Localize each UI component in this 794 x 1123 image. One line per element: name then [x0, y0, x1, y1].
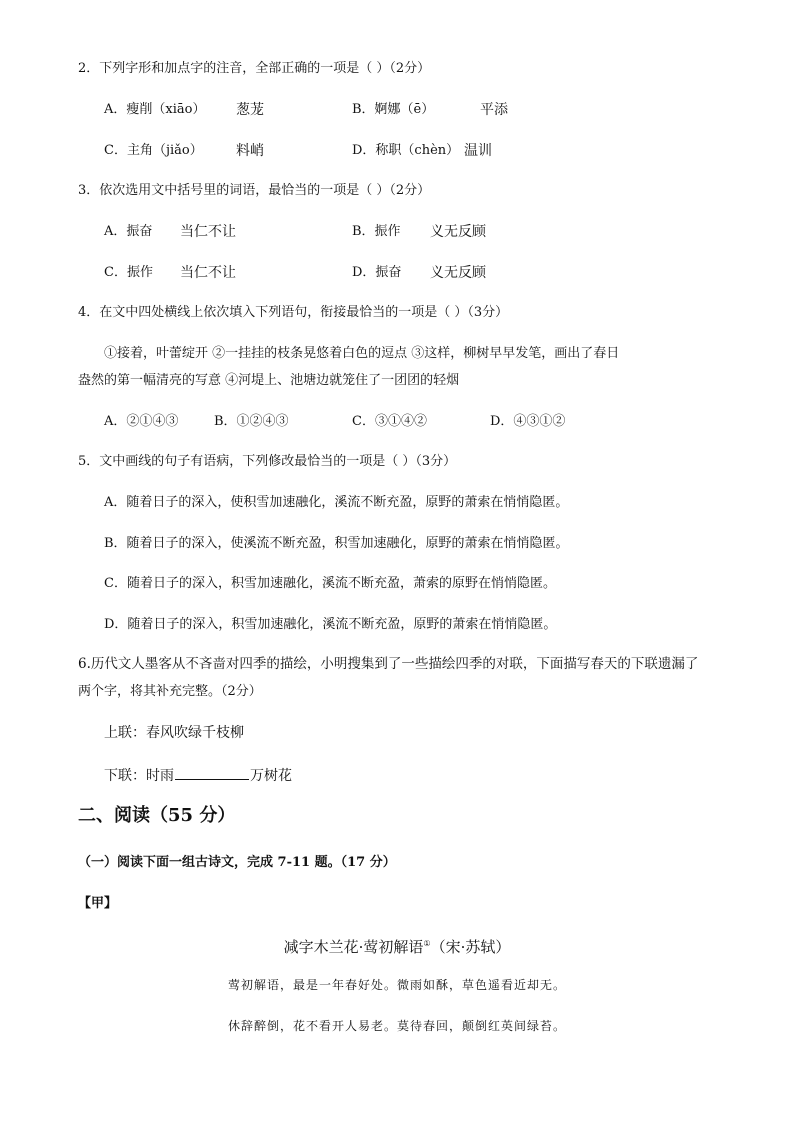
q4-stem: 4．在文中四处横线上依次填入下列语句，衔接最恰当的一项是（ ）（3分）: [78, 305, 509, 320]
q2-stem: 2．下列字形和加点字的注音，全部正确的一项是（ ）（2分）: [78, 61, 431, 76]
q6-stem-line1: 6.历代文人墨客从不吝啬对四季的描绘，小明搜集到了一些描绘四季的对联，下面描写春天的下联遗漏了: [78, 656, 699, 672]
q3-option-a-word: 当仁不让: [180, 224, 236, 240]
q6-lower-prefix: 下联：时雨: [104, 768, 174, 784]
q6-answer-blank: [175, 765, 249, 780]
poem-author: （宋·苏轼）: [430, 938, 511, 956]
poem-line-1: 莺初解语，最是一年春好处。微雨如酥，草色遥看近却无。: [227, 978, 566, 992]
q5-option-a: A．随着日子的深入，使积雪加速融化，溪流不断充盈，原野的萧索在悄悄隐匿。: [104, 495, 569, 510]
q6-stem-line2: 两个字，将其补充完整。（2分）: [78, 684, 262, 699]
poem-footnote-marker: ①: [423, 939, 431, 948]
passage-label-jia: 【甲】: [78, 896, 118, 911]
q2-option-a-word: 葱茏: [236, 102, 264, 118]
q3-option-b-word: 义无反顾: [430, 224, 486, 240]
section-heading: 二、阅读（55 分）: [78, 805, 236, 826]
q3-option-d-word: 义无反顾: [430, 265, 486, 281]
poem-title: 减字木兰花·莺初解语: [283, 938, 424, 956]
q3-option-d: D．振奋: [352, 265, 402, 280]
q2-option-b: B．婀娜（ē）: [352, 102, 435, 117]
q4-option-a: A．②①④③: [104, 414, 179, 429]
q4-sentences-line1: ①接着，叶蕾绽开 ②一挂挂的枝条晃悠着白色的逗点 ③这样，柳树早早发笔，画出了春日: [104, 346, 620, 361]
q2-option-b-word: 平添: [480, 102, 508, 118]
q4-option-b: B．①②④③: [214, 414, 289, 429]
q6-lower-suffix: 万树花: [250, 768, 292, 784]
q2-option-a: A．瘦削（xiāo）: [104, 102, 206, 117]
q3-option-c-word: 当仁不让: [180, 265, 236, 281]
q4-sentences-line2: 盎然的第一幅清亮的写意 ④河堤上、池塘边就笼住了一团团的轻烟: [78, 373, 460, 388]
q4-option-d: D．④③①②: [490, 414, 566, 429]
q5-option-d: D．随着日子的深入，积雪加速融化，溪流不断充盈，原野的萧索在悄悄隐匿。: [104, 617, 557, 632]
q4-option-c: C．③①④②: [352, 414, 427, 429]
q6-lower-couplet: [104, 765, 292, 785]
subsection-heading: （一）阅读下面一组古诗文，完成 7-11 题。（17 分）: [78, 855, 396, 870]
q5-option-c: C．随着日子的深入，积雪加速融化，溪流不断充盈，萧索的原野在悄悄隐匿。: [104, 576, 556, 591]
q3-stem: 3．依次选用文中括号里的词语，最恰当的一项是（ ）（2分）: [78, 183, 431, 198]
q3-option-b: B．振作: [352, 224, 401, 239]
q2-option-d-word: 温训: [464, 143, 492, 159]
q3-option-a: A．振奋: [104, 224, 153, 239]
q2-option-c-word: 料峭: [236, 143, 264, 159]
poem-line-2: 休辞醉倒，花不看开人易老。莫待春回，颠倒红英间绿苔。: [227, 1019, 566, 1033]
q2-option-c: C．主角（jiǎo）: [104, 143, 203, 158]
q2-option-d: D．称职（chèn）: [352, 143, 460, 158]
q5-stem: 5．文中画线的句子有语病，下列修改最恰当的一项是（ ）（3分）: [78, 454, 457, 469]
q6-upper-couplet: 上联：春风吹绿千枝柳: [104, 725, 244, 741]
q5-option-b: B．随着日子的深入，使溪流不断充盈，积雪加速融化，原野的萧索在悄悄隐匿。: [104, 536, 569, 551]
poem-title-line: [0, 935, 794, 956]
q3-option-c: C．振作: [104, 265, 153, 280]
